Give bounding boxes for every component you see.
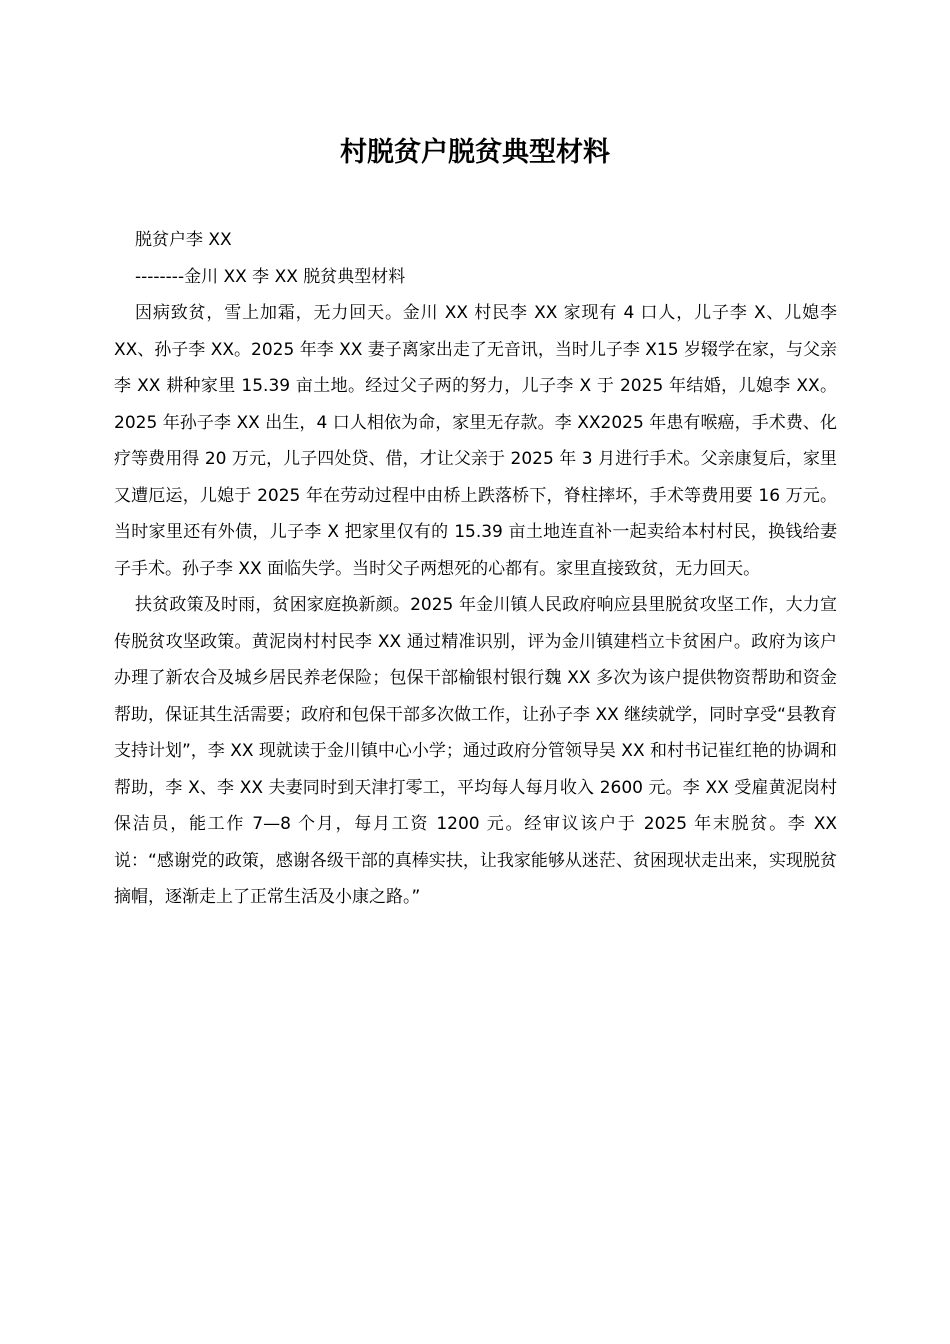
body-paragraph: 扶贫政策及时雨，贫困家庭换新颜。2025 年金川镇人民政府响应县里脱贫攻坚工作，大力宣传脱贫攻坚政策。黄泥岗村村民李 XX 通过精准识别，评为金川镇建档立卡贫困户。政府为该户办理了新农合及城乡居民养老保险；包保干部榆银村银行魏 XX 多次为该户提供物资帮助和资金帮助，保证其生活需要；政府和包保干部多次做工作，让孙子李 XX 继续就学，同时享受“县教育支持计划”，李 XX 现就读于金川镇中心小学；通过政府分管领导吴 XX 和村书记崔红艳的协调和帮助，李 X、李 XX 夫妻同时到天津打零工，平均每人每月收入 2600 元。李 XX 受雇黄泥岗村保洁员，能工作 7—8 个月，每月工资 1200 元。经审议该户于 2025 年末脱贫。李 XX 说：“感谢党的政策，感谢各级干部的真棒实扶，让我家能够从迷茫、贫困现状走出来，实现脱贫摘帽，逐渐走上了正常生活及小康之路。”	[114, 595, 838, 907]
document-body	[114, 222, 837, 916]
document-title: 村脱贫户脱贫典型材料	[340, 137, 610, 168]
subtitle-line: --------金川 XX 李 XX 脱贫典型材料	[135, 266, 406, 287]
body-paragraph: 因病致贫，雪上加霜，无力回天。金川 XX 村民李 XX 家现有 4 口人，儿子李 X、儿媳李 XX、孙子李 XX。2025 年李 XX 妻子离家出走了无音讯，当时儿子李 X15 岁辍学在家，与父亲李 XX 耕种家里 15.39 亩土地。经过父子两的努力，儿子李 X 于 2025 年结婚，儿媳李 XX。2025 年孙子李 XX 出生，4 口人相依为命，家里无存款。李 XX2025 年患有喉癌，手术费、化疗等费用得 20 万元，儿子四处贷、借，才让父亲于 2025 年 3 月进行手术。父亲康复后，家里又遭厄运，儿媳于 2025 年在劳动过程中由桥上跌落桥下，脊柱摔坏，手术等费用要 16 万元。当时家里还有外债，儿子李 X 把家里仅有的 15.39 亩土地连直补一起卖给本村村民，换钱给妻子手术。孙子李 XX 面临失学。当时父子两想死的心都有。家里直接致贫，无力回天。	[114, 303, 837, 579]
subject-line: 脱贫户李 XX	[135, 230, 232, 250]
